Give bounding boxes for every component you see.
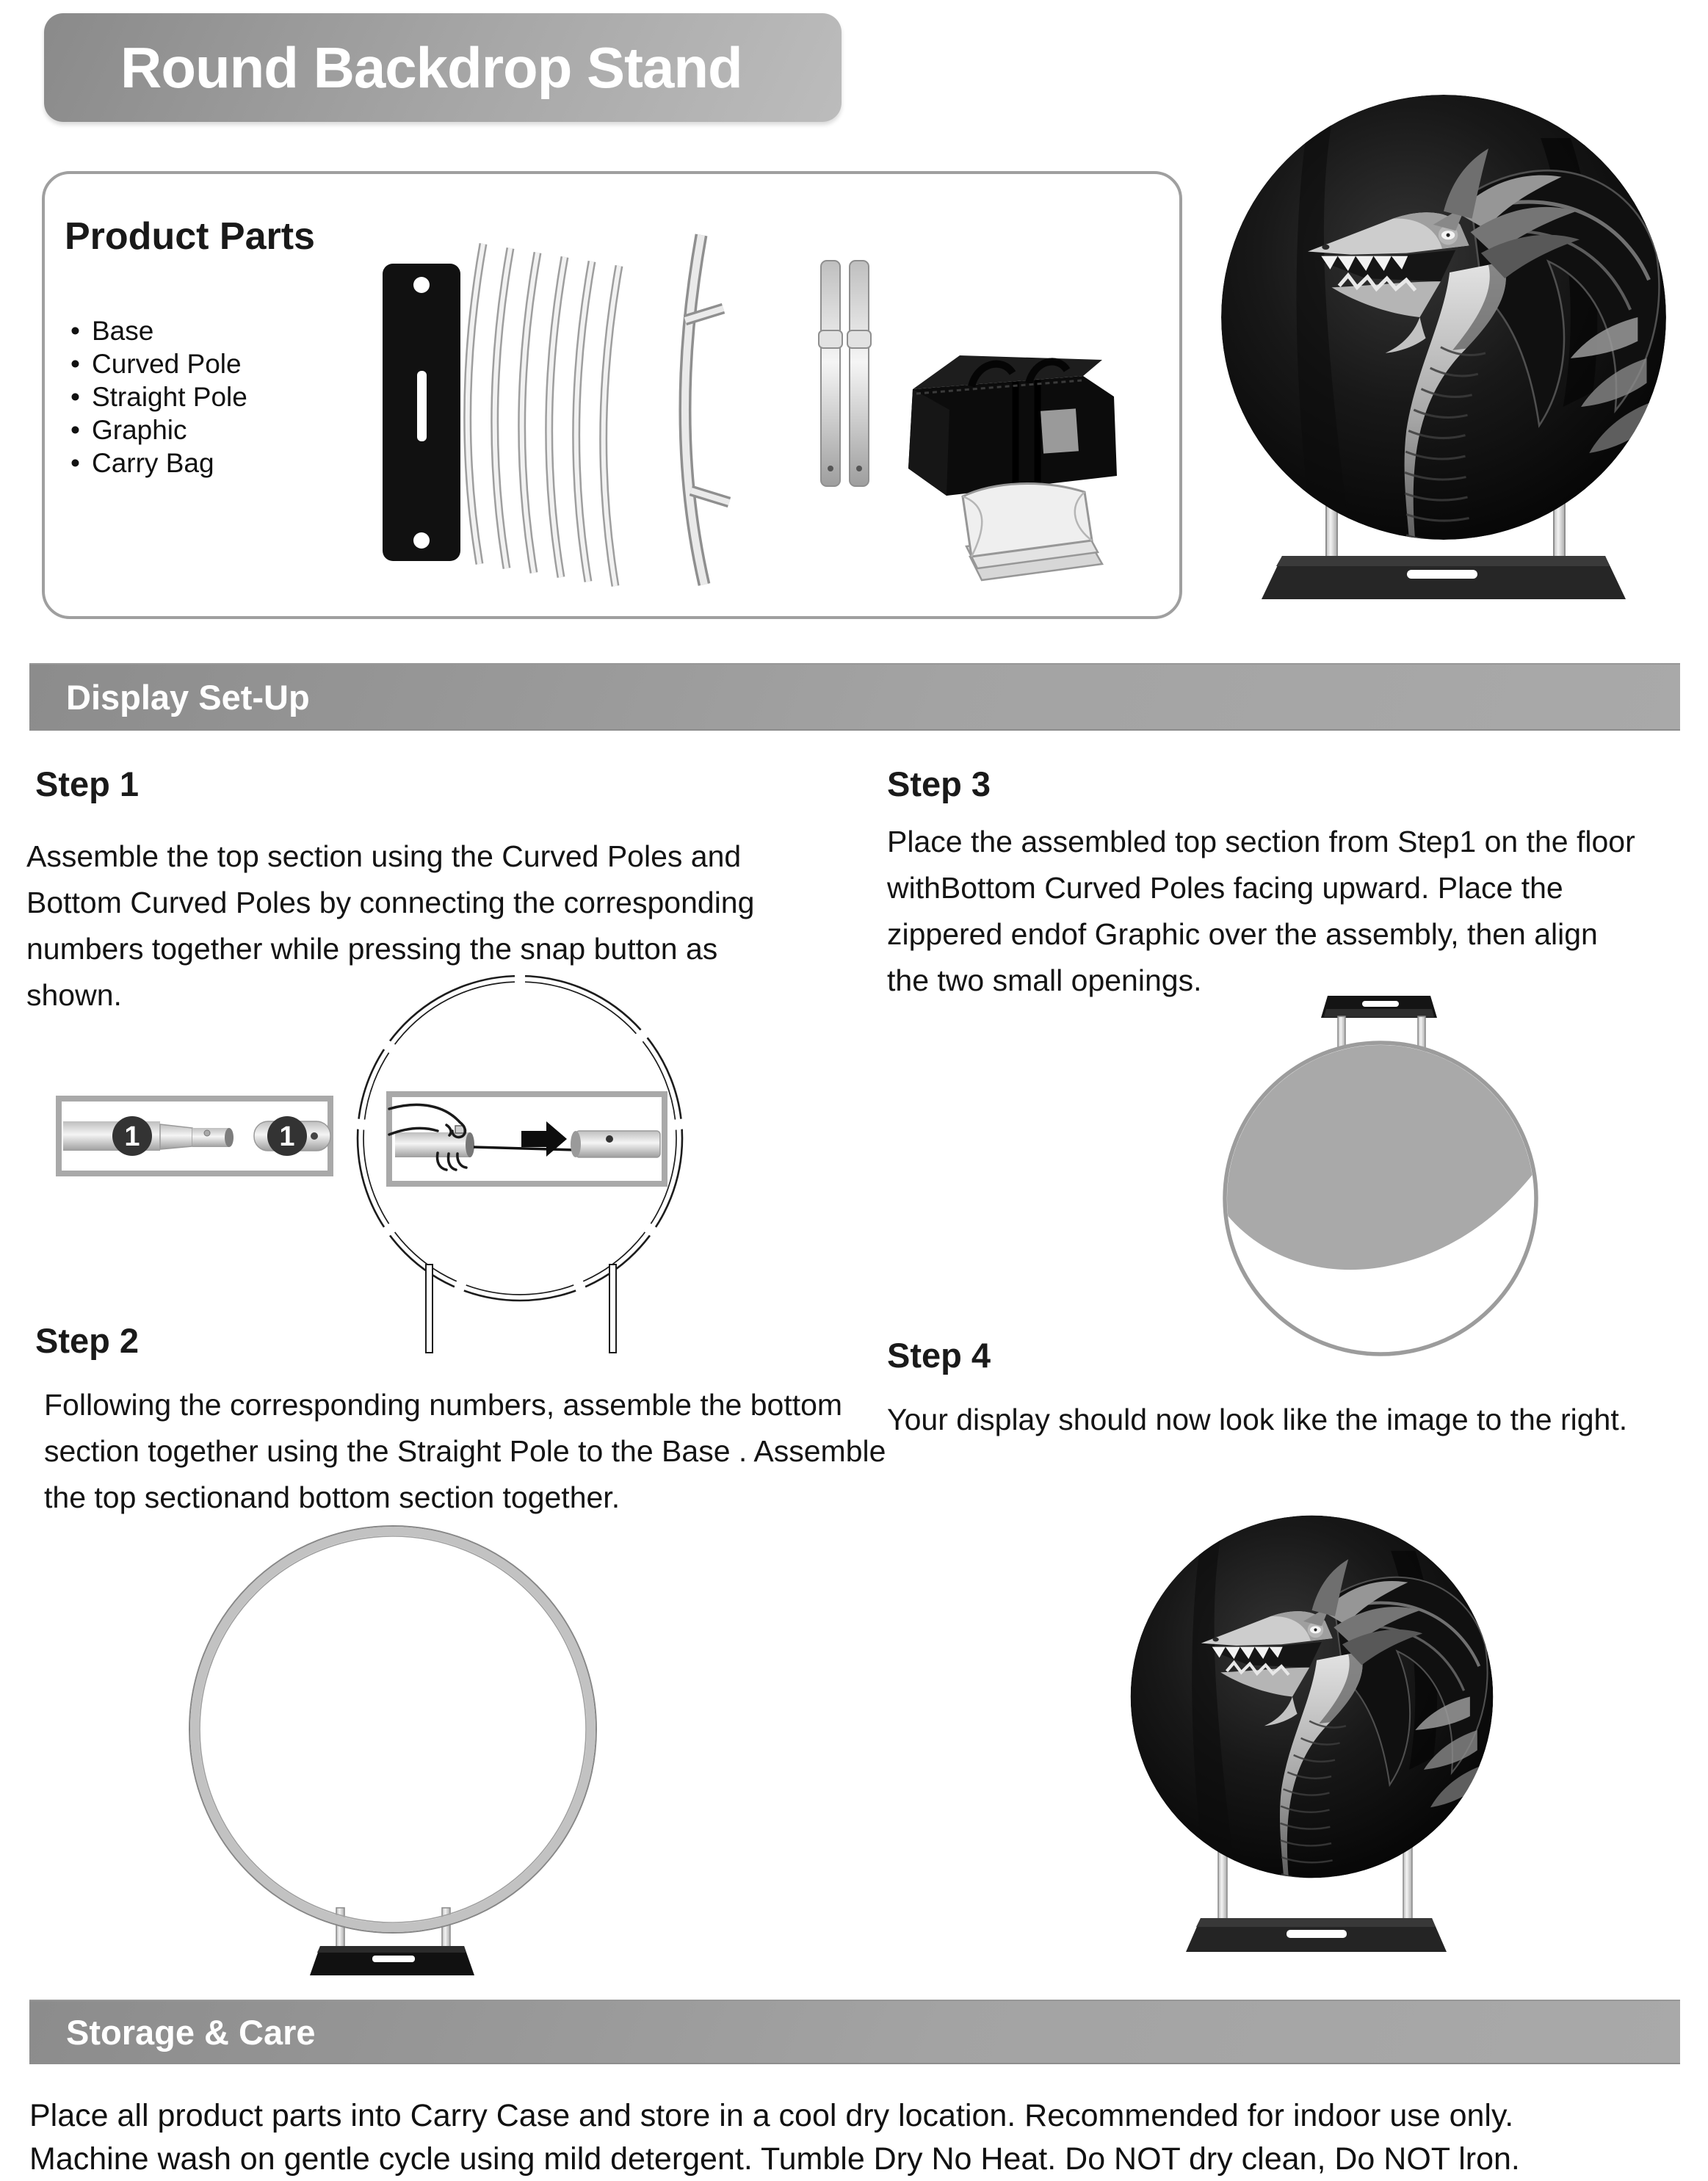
product-parts-art	[61, 167, 1193, 613]
step2-heading: Step 2	[35, 1321, 140, 1360]
care-line-1: Place all product parts into Carry Case and store in a cool dry location. Recommended for indoor use only.	[29, 2098, 1514, 2133]
pole-number-badge: 1	[124, 1121, 140, 1152]
step1-heading: Step 1	[35, 764, 140, 803]
step2-assembled-frame-graphic	[176, 1505, 617, 1990]
folded-graphic-icon	[963, 484, 1102, 580]
storage-care-title: Storage & Care	[66, 2012, 316, 2052]
list-item: • Graphic	[70, 413, 247, 446]
snap-button-inset	[389, 1094, 665, 1184]
step3-text: Place the assembled top section from Step1 on the floor withBottom Curved Poles facing upward. Place the zippered endof Graphic over the assembly, then align the two small openings.	[887, 825, 1635, 997]
step3-graphic-cover-diagram	[1197, 984, 1564, 1373]
display-base-icon	[1262, 556, 1626, 599]
hero-display-graphic	[1197, 59, 1708, 624]
care-line-2: Machine wash on gentle cycle using mild detergent. Tumble Dry No Heat. Do NOT dry clean, Do NOT lron.	[29, 2141, 1520, 2177]
storage-care-text	[29, 2094, 1689, 2181]
step4-text: Your display should now look like the image to the right.	[887, 1403, 1628, 1436]
pole-connection-detail	[59, 1099, 330, 1173]
step3-heading: Step 3	[887, 764, 991, 803]
list-item: • Curved Pole	[70, 347, 247, 380]
display-base-icon	[310, 1946, 474, 1975]
carry-bag-icon	[908, 355, 1117, 496]
page-title: Round Backdrop Stand	[120, 35, 742, 100]
list-item: • Carry Bag	[70, 446, 247, 480]
straight-poles-icon	[819, 261, 871, 486]
dragon-graphic	[1221, 95, 1666, 541]
display-base-icon	[1186, 1918, 1447, 1952]
display-base-icon	[1321, 996, 1437, 1018]
display-setup-title: Display Set-Up	[66, 677, 310, 717]
list-item: • Base	[70, 314, 247, 347]
step2-text: Following the corresponding numbers, assemble the bottom section together using the Straight Pole to the Base . Assemble the top sectionand bottom section together.	[44, 1388, 886, 1514]
product-parts-heading: Product Parts	[65, 215, 315, 258]
page-title-banner	[44, 13, 842, 122]
ring-frame-icon	[189, 1526, 596, 1933]
dragon-graphic	[1131, 1516, 1494, 1879]
base-plate-icon	[383, 264, 460, 561]
step1-text: Assemble the top section using the Curved Poles and Bottom Curved Poles by connecting the corresponding numbers together while pressing the snap button as shown.	[26, 839, 755, 1012]
step1-diagram	[44, 933, 866, 1373]
storage-care-banner	[29, 2000, 1680, 2064]
curved-poles-icon	[468, 235, 729, 586]
step4-final-display-graphic	[1107, 1498, 1519, 1975]
list-item: • Straight Pole	[70, 380, 247, 413]
display-setup-banner	[29, 663, 1680, 731]
pole-number-badge: 1	[279, 1121, 295, 1152]
connector-pole	[571, 1131, 660, 1157]
step4-heading: Step 4	[887, 1336, 991, 1375]
